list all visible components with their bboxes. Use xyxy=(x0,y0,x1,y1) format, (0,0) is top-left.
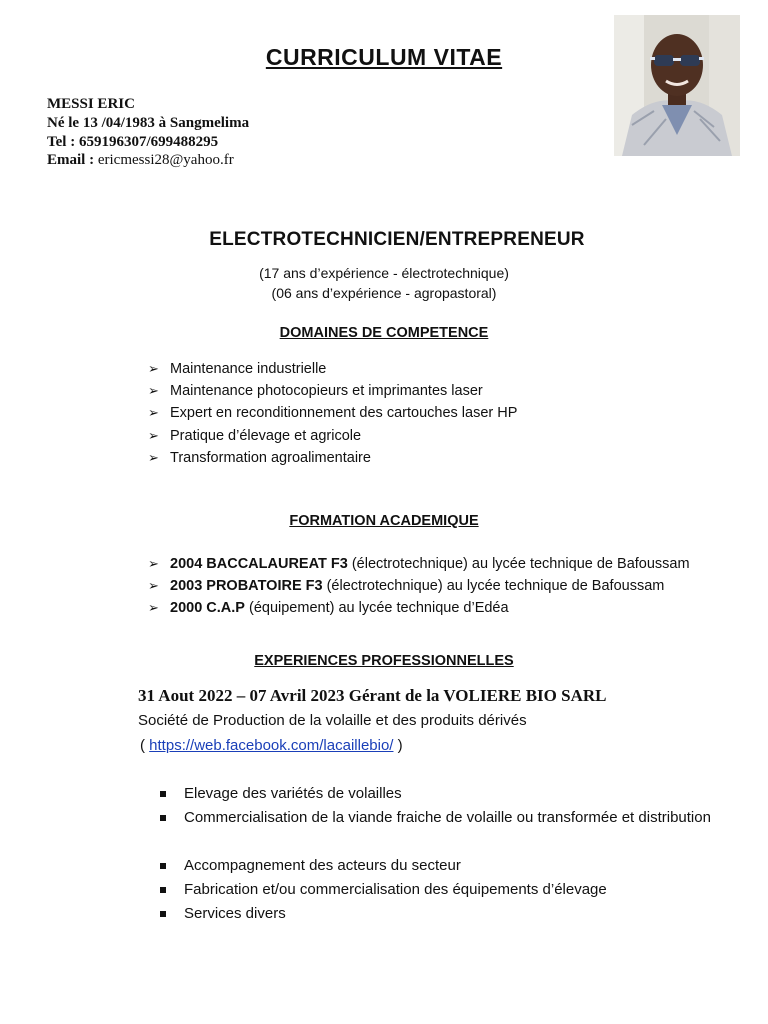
task-item xyxy=(160,902,720,926)
square-bullet-icon xyxy=(160,863,166,869)
experiences-heading: EXPERIENCES PROFESSIONNELLES xyxy=(254,653,514,669)
formation-heading: FORMATION ACADEMIQUE xyxy=(289,513,479,529)
formation-diploma: 2004 BACCALAUREAT F3 xyxy=(170,556,348,572)
competence-text: Maintenance industrielle xyxy=(170,361,327,377)
arrow-bullet-icon: ➢ xyxy=(148,600,159,615)
formation-item xyxy=(148,555,690,573)
task-text: Elevage des variétés de volailles xyxy=(184,785,402,802)
competence-item xyxy=(148,404,517,422)
task-text: Accompagnement des acteurs du secteur xyxy=(184,857,461,874)
formation-item xyxy=(148,577,664,595)
competence-text: Maintenance photocopieurs et imprimantes laser xyxy=(170,383,483,399)
competences-heading: DOMAINES DE COMPETENCE xyxy=(279,325,489,341)
email-info xyxy=(47,151,234,169)
birth-info: Né le 13 /04/1983 à Sangmelima xyxy=(47,115,250,131)
link-open-paren: ( xyxy=(140,737,150,754)
arrow-bullet-icon: ➢ xyxy=(148,556,159,571)
task-item xyxy=(160,854,720,878)
job-title: ELECTROTECHNICIEN/ENTREPRENEUR xyxy=(209,229,585,250)
task-item xyxy=(160,782,720,806)
task-item xyxy=(160,806,720,854)
formation-diploma: 2003 PROBATOIRE F3 xyxy=(170,578,323,594)
square-bullet-icon xyxy=(160,887,166,893)
competence-text: Expert en reconditionnement des cartouches laser HP xyxy=(170,405,518,421)
competence-text: Pratique d’élevage et agricole xyxy=(170,428,362,444)
task-text: Fabrication et/ou commercialisation des équipements d’élevage xyxy=(184,881,607,898)
competence-text: Transformation agroalimentaire xyxy=(170,450,371,466)
formation-detail: (électrotechnique) au lycée technique de Bafoussam xyxy=(322,578,665,594)
competence-item xyxy=(148,360,326,378)
task-text: Commercialisation de la viande fraiche de volaille ou transformée et distribution xyxy=(184,809,711,826)
formation-detail: (équipement) au lycée technique d’Edéa xyxy=(244,600,509,616)
formation-detail: (électrotechnique) au lycée technique de Bafoussam xyxy=(347,556,690,572)
experience-line-2: (06 ans d’expérience - agropastoral) xyxy=(271,285,497,301)
profile-photo xyxy=(614,15,740,156)
job-header: 31 Aout 2022 – 07 Avril 2023 Gérant de la VOLIERE BIO SARL xyxy=(138,686,607,705)
competence-item xyxy=(148,382,483,400)
square-bullet-icon xyxy=(160,791,166,797)
candidate-name: MESSI ERIC xyxy=(47,96,135,112)
formation-diploma: 2000 C.A.P xyxy=(170,600,245,616)
square-bullet-icon xyxy=(160,911,166,917)
job-description: Société de Production de la volaille et des produits dérivés xyxy=(138,712,527,729)
task-text: Services divers xyxy=(184,905,286,922)
link-close-paren: ) xyxy=(393,737,403,754)
job-link-line xyxy=(140,737,403,754)
phone-info: Tel : 659196307/699488295 xyxy=(47,134,219,150)
email-value[interactable]: ericmessi28@yahoo.fr xyxy=(97,152,234,168)
portrait-illustration xyxy=(614,15,740,156)
arrow-bullet-icon: ➢ xyxy=(148,405,159,420)
facebook-link[interactable]: https://web.facebook.com/lacaillebio/ xyxy=(149,737,394,754)
experience-line-1: (17 ans d’expérience - électrotechnique) xyxy=(259,265,509,281)
competence-item xyxy=(148,427,361,445)
arrow-bullet-icon: ➢ xyxy=(148,450,159,465)
arrow-bullet-icon: ➢ xyxy=(148,578,159,593)
competence-item xyxy=(148,449,371,467)
task-item xyxy=(160,878,720,902)
formation-item xyxy=(148,599,509,617)
square-bullet-icon xyxy=(160,815,166,821)
email-label: Email : xyxy=(47,152,98,168)
arrow-bullet-icon: ➢ xyxy=(148,383,159,398)
arrow-bullet-icon: ➢ xyxy=(148,428,159,443)
page-title: CURRICULUM VITAE xyxy=(265,44,503,70)
arrow-bullet-icon: ➢ xyxy=(148,361,159,376)
